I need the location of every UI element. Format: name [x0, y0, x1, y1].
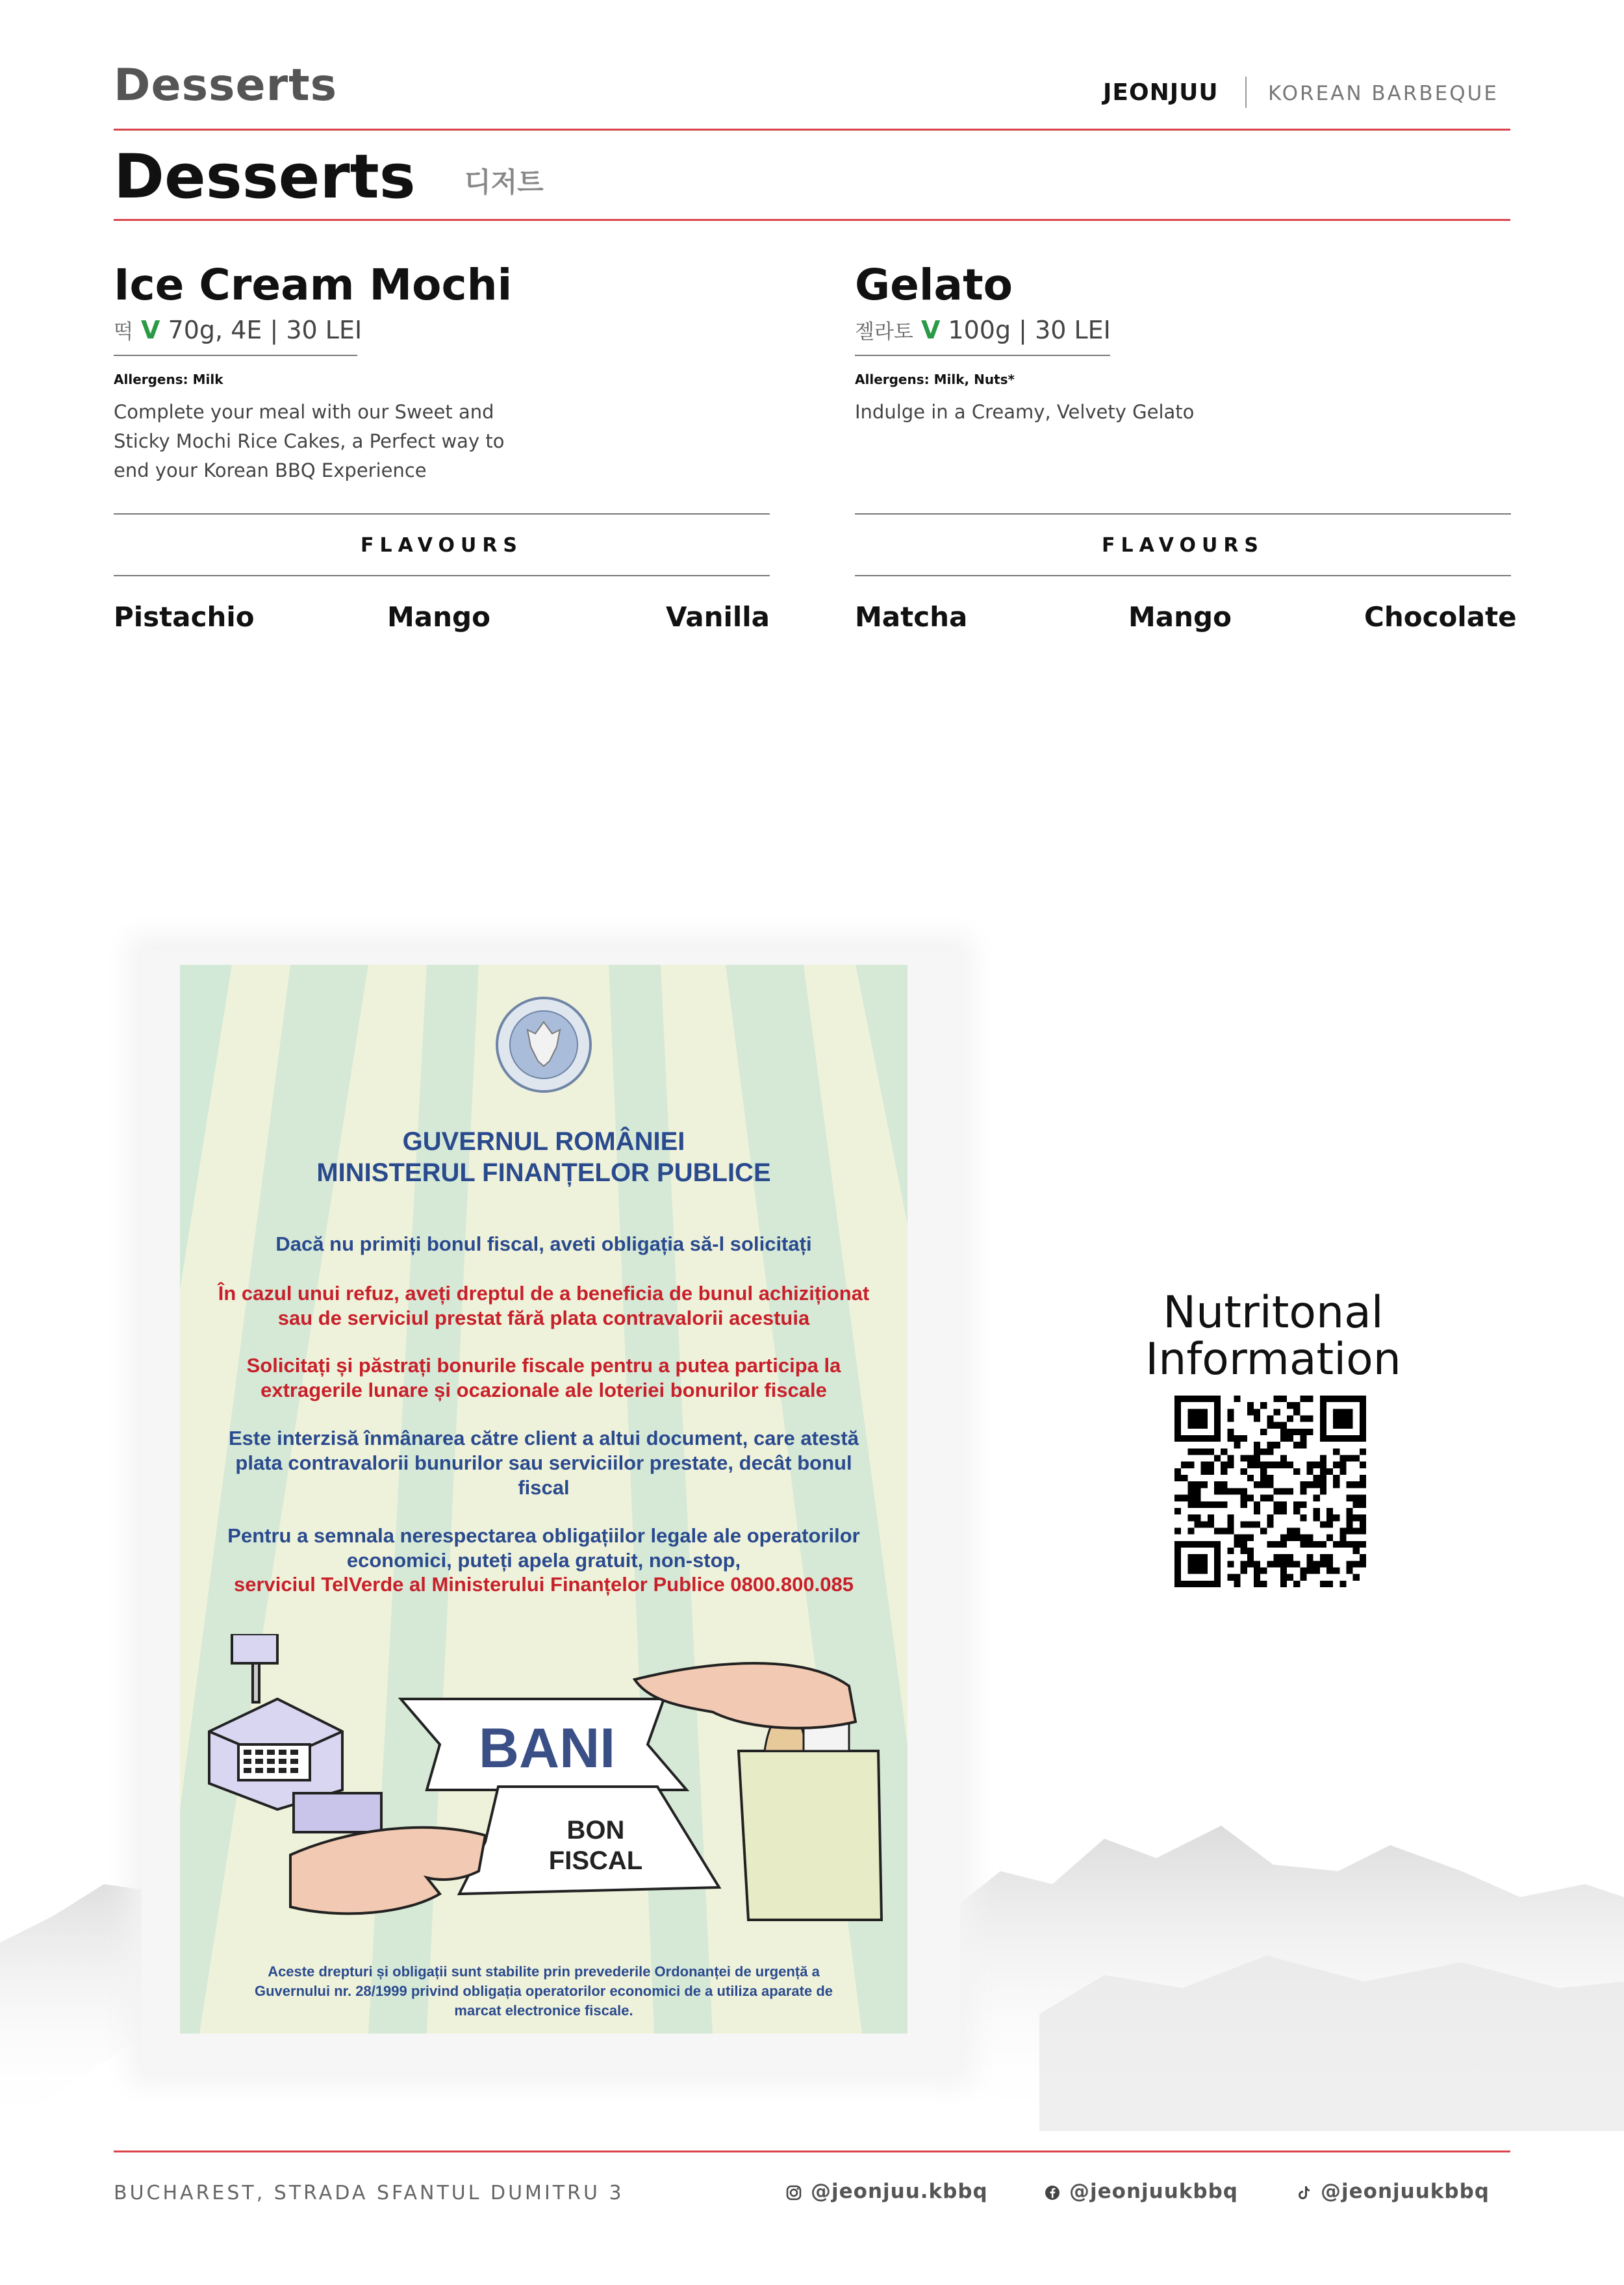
flavours-top-rule	[114, 513, 770, 515]
poster-line: Pentru a semnala nerespectarea obligațiilor legale ale operatorilor	[227, 1524, 860, 1547]
header-rule	[114, 129, 1510, 131]
fiscal-receipt-poster	[180, 965, 907, 2034]
flavour-item: Matcha	[855, 601, 968, 633]
allergens-label: Allergens: Milk, Nuts*	[855, 372, 1015, 387]
flavour-item: Mango	[1128, 601, 1232, 633]
page-header-title: Desserts	[114, 60, 338, 111]
poster-line: Solicitați și păstrați bonurile fiscale pentru a putea participa la	[246, 1354, 841, 1377]
flavour-item: Vanilla	[666, 601, 770, 633]
poster-paragraph-3	[180, 1353, 907, 1403]
facebook-handle: @jeonjuukbbq	[1069, 2180, 1238, 2203]
vegetarian-icon: V	[920, 316, 941, 344]
fiscal-text: FISCAL	[548, 1846, 643, 1875]
poster-footer-note	[180, 1962, 907, 2021]
facebook-link[interactable]	[1045, 2180, 1238, 2203]
flavour-item: Mango	[387, 601, 490, 633]
poster-hotline: serviciul TelVerde al Ministerului Finanțelor Publice 0800.800.085	[234, 1573, 854, 1596]
instagram-icon	[786, 2185, 802, 2201]
flavours-bottom-rule	[114, 575, 770, 576]
flavour-item: Pistachio	[114, 601, 255, 633]
item-weight-price: 70g, 4E | 30 LEI	[168, 316, 362, 344]
flavours-bottom-rule	[855, 575, 1511, 576]
item-korean-name: 떡	[114, 320, 133, 344]
brand-name: JEONJUU	[1103, 79, 1219, 106]
tiktok-icon	[1296, 2185, 1312, 2201]
meta-underline	[114, 355, 357, 356]
item-korean-name: 젤라토	[855, 320, 913, 344]
section-rule	[114, 219, 1510, 221]
footer-address: BUCHAREST, STRADA SFANTUL DUMITRU 3	[114, 2182, 624, 2204]
poster-paragraph-5	[180, 1524, 907, 1573]
item-name: Ice Cream Mochi	[114, 260, 513, 310]
nutrition-qr-code[interactable]	[1174, 1396, 1366, 1587]
flavours-heading: FLAVOURS	[1101, 534, 1265, 557]
description-line: end your Korean BBQ Experience	[114, 459, 427, 481]
poster-line: sau de serviciul prestat fără plata contravalorii acestuia	[277, 1307, 810, 1329]
flavours-heading: FLAVOURS	[360, 534, 524, 557]
ministry-seal-icon	[495, 996, 592, 1093]
facebook-icon	[1045, 2185, 1060, 2201]
brand-subtitle: KOREAN BARBEQUE	[1268, 82, 1499, 105]
bon-text: BON	[566, 1816, 625, 1845]
poster-line: economici, puteți apela gratuit, non-stop,	[346, 1549, 741, 1572]
instagram-link[interactable]	[786, 2180, 988, 2203]
meta-underline	[855, 355, 1110, 356]
poster-line: În cazul unui refuz, aveți dreptul de a beneficia de bunul achiziționat	[218, 1282, 870, 1305]
brand-divider	[1245, 77, 1247, 108]
footer-rule	[114, 2151, 1510, 2152]
nutrition-info-heading	[1098, 1287, 1449, 1385]
vegetarian-icon: V	[141, 316, 160, 344]
poster-paragraph-4	[180, 1426, 907, 1500]
description-line: Indulge in a Creamy, Velvety Gelato	[855, 401, 1195, 423]
poster-line: Este interzisă înmânarea către client a altui document, care atestă	[228, 1427, 859, 1449]
poster-paragraph-2	[180, 1281, 907, 1331]
poster-line: fiscal	[518, 1476, 570, 1499]
poster-heading-ministry: MINISTERUL FINANȚELOR PUBLICE	[316, 1158, 771, 1187]
description-line: Complete your meal with our Sweet and	[114, 401, 494, 423]
item-description	[855, 398, 1440, 427]
tiktok-link[interactable]	[1296, 2180, 1490, 2203]
section-title-korean: 디저트	[464, 166, 544, 198]
tiktok-handle: @jeonjuukbbq	[1321, 2180, 1490, 2203]
item-description	[114, 398, 698, 485]
bani-note-text: BANI	[478, 1717, 616, 1780]
poster-line: extragerile lunare și ocazionale ale loteriei bonurilor fiscale	[260, 1379, 827, 1401]
allergens-label: Allergens: Milk	[114, 372, 223, 387]
flavour-item: Chocolate	[1364, 601, 1517, 633]
item-meta	[855, 315, 1111, 344]
poster-heading-government: GUVERNUL ROMÂNIEI	[402, 1127, 685, 1156]
poster-line: plata contravalorii bunurilor sau serviciilor prestate, decât bonul	[235, 1451, 852, 1474]
poster-line: Guvernului nr. 28/1999 privind obligația operatorilor economici de a utiliza aparate de	[254, 1983, 833, 1999]
item-weight-price: 100g | 30 LEI	[948, 316, 1111, 344]
section-title: Desserts	[114, 142, 416, 212]
poster-paragraph-1: Dacă nu primiți bonul fiscal, aveti obligația să-l solicitați	[275, 1232, 812, 1255]
nutrition-line: Nutritonal	[1163, 1287, 1384, 1338]
poster-line: Aceste drepturi și obligații sunt stabilite prin prevederile Ordonanței de urgență a	[268, 1963, 820, 1980]
fiscal-illustration	[180, 1634, 907, 1972]
instagram-handle: @jeonjuu.kbbq	[811, 2180, 988, 2203]
flavours-top-rule	[855, 513, 1511, 515]
item-name: Gelato	[855, 260, 1013, 310]
item-meta	[114, 315, 362, 344]
nutrition-line: Information	[1145, 1334, 1401, 1385]
poster-line: marcat electronice fiscale.	[454, 2002, 633, 2019]
description-line: Sticky Mochi Rice Cakes, a Perfect way to	[114, 430, 505, 452]
